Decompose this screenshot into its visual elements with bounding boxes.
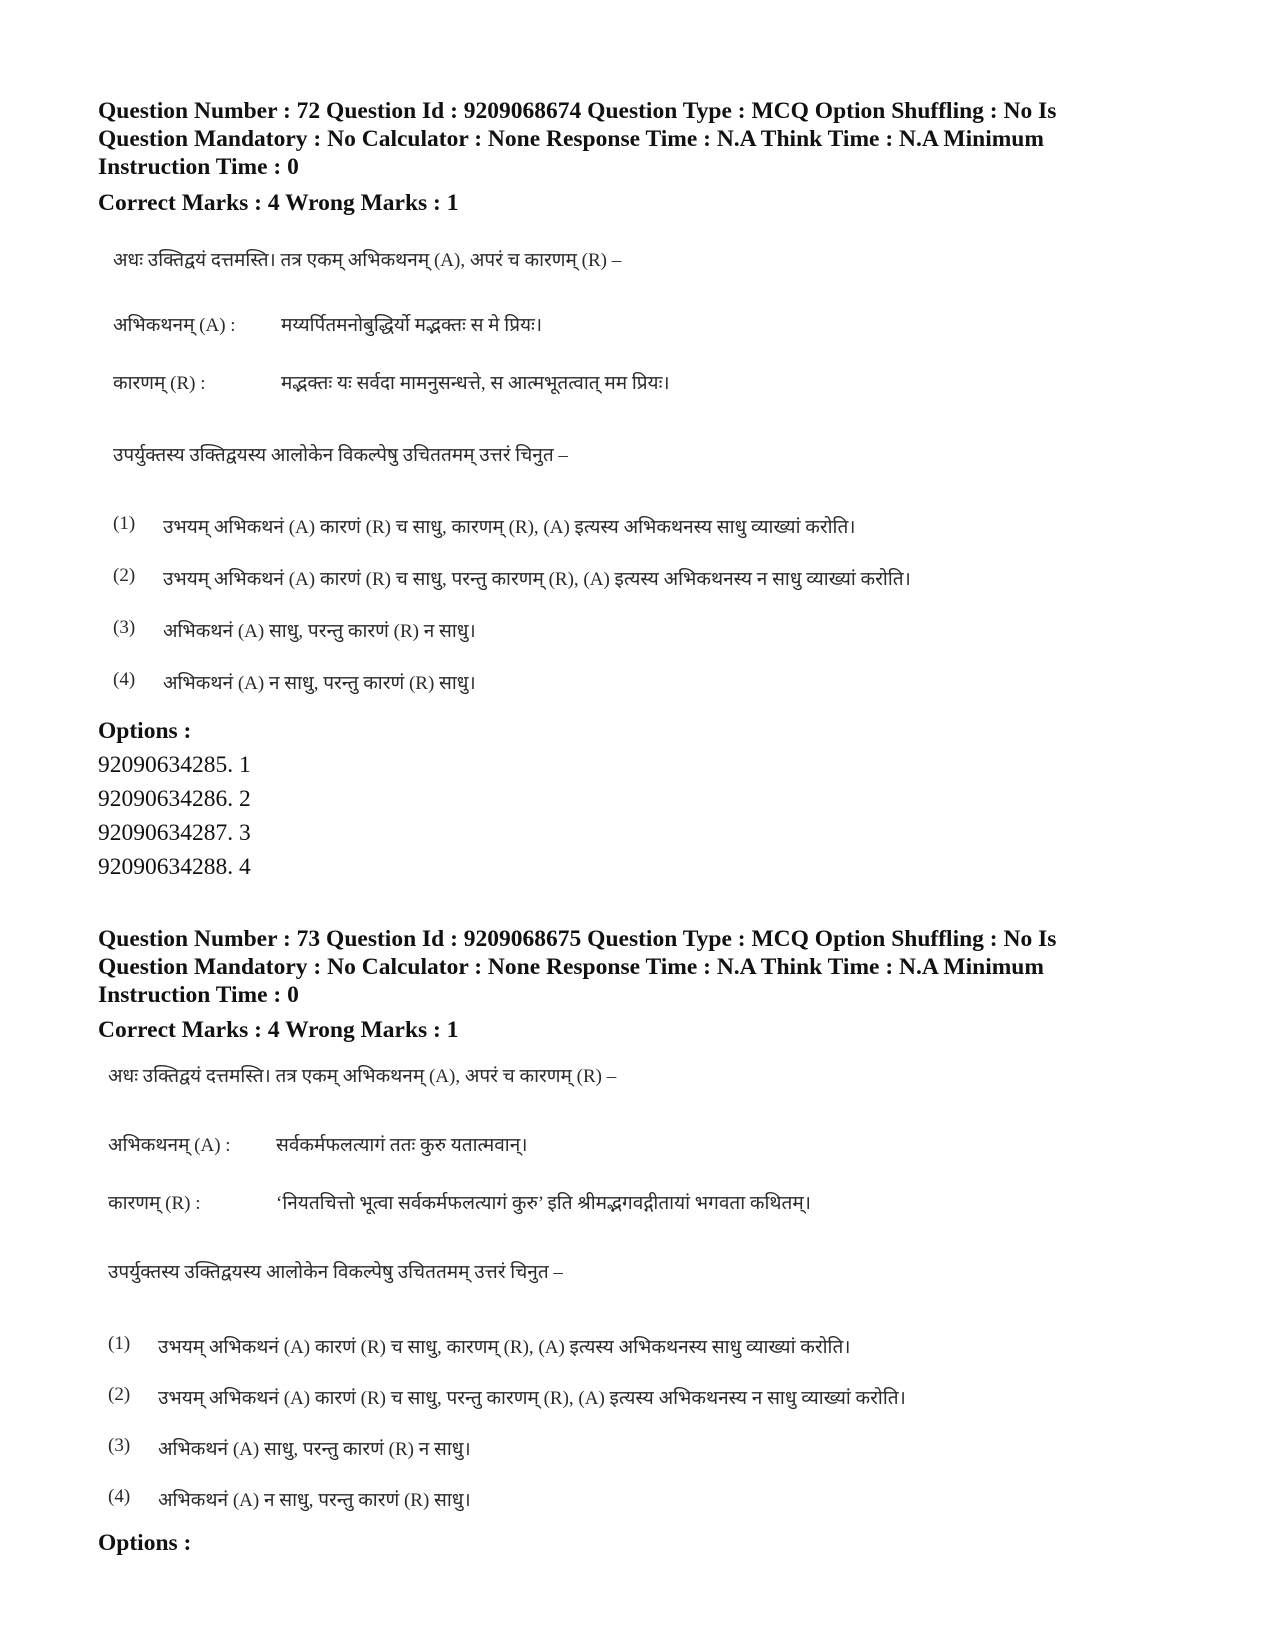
- reason-label: कारणम् (R) :: [113, 373, 206, 394]
- choice-number: (1): [113, 513, 136, 534]
- question-header: [98, 97, 1178, 181]
- choice-text: अभिकथनं (A) साधु, परन्तु कारणं (R) न साधु।: [163, 621, 476, 642]
- question-meta-line: Instruction Time : 0: [98, 154, 299, 180]
- options-heading: Options :: [98, 718, 192, 744]
- question-instruction: उपर्युक्तस्य उक्तिद्वयस्य आलोकेन विकल्पेषु उचिततमम् उत्तरं चिनुत –: [108, 1262, 563, 1283]
- option-item: 92090634285. 1: [98, 752, 251, 778]
- choice-text: अभिकथनं (A) न साधु, परन्तु कारणं (R) साधु।: [158, 1490, 471, 1511]
- choice-text: उभयम् अभिकथनं (A) कारणं (R) च साधु, कारणम् (R), (A) इत्यस्य अभिकथनस्य साधु व्याख्यां करोति।: [158, 1337, 851, 1358]
- question-meta-line: Question Number : 72 Question Id : 9209068674 Question Type : MCQ Option Shuffling : No Is: [98, 98, 1057, 124]
- assertion-text: सर्वकर्मफलत्यागं ततः कुरु यतात्मवान्।: [276, 1135, 528, 1156]
- options-heading: Options :: [98, 1530, 192, 1556]
- reason-text: मद्भक्तः यः सर्वदा मामनुसन्धत्ते, स आत्मभूतत्वात् मम प्रियः।: [281, 373, 670, 394]
- assertion-label: अभिकथनम् (A) :: [108, 1135, 231, 1156]
- choice-text: उभयम् अभिकथनं (A) कारणं (R) च साधु, परन्तु कारणम् (R), (A) इत्यस्य अभिकथनस्य न साधु व्याख्यां करोति।: [158, 1388, 906, 1409]
- question-meta-line: Question Mandatory : No Calculator : None Response Time : N.A Think Time : N.A Minimum: [98, 126, 1044, 152]
- choice-text: उभयम् अभिकथनं (A) कारणं (R) च साधु, कारणम् (R), (A) इत्यस्य अभिकथनस्य साधु व्याख्यां करोति।: [163, 517, 856, 538]
- option-item: 92090634286. 2: [98, 786, 251, 812]
- choice-number: (4): [108, 1486, 131, 1507]
- question-intro: अधः उक्तिद्वयं दत्तमस्ति। तत्र एकम् अभिकथनम् (A), अपरं च कारणम् (R) –: [108, 1066, 617, 1087]
- choice-text: उभयम् अभिकथनं (A) कारणं (R) च साधु, परन्तु कारणम् (R), (A) इत्यस्य अभिकथनस्य न साधु व्याख्यां करोति।: [163, 569, 911, 590]
- assertion-label: अभिकथनम् (A) :: [113, 315, 236, 336]
- reason-text: ‘नियतचित्तो भूत्वा सर्वकर्मफलत्यागं कुरु’ इति श्रीमद्भगवद्गीतायां भगवता कथितम्।: [276, 1193, 811, 1214]
- option-item: 92090634288. 4: [98, 854, 251, 880]
- option-item: 92090634287. 3: [98, 820, 251, 846]
- question-meta-line: Instruction Time : 0: [98, 982, 299, 1008]
- question-header: [98, 925, 1178, 1009]
- choice-text: अभिकथनं (A) साधु, परन्तु कारणं (R) न साधु।: [158, 1439, 471, 1460]
- question-intro: अधः उक्तिद्वयं दत्तमस्ति। तत्र एकम् अभिकथनम् (A), अपरं च कारणम् (R) –: [113, 250, 622, 271]
- choice-number: (2): [108, 1384, 131, 1405]
- question-instruction: उपर्युक्तस्य उक्तिद्वयस्य आलोकेन विकल्पेषु उचिततमम् उत्तरं चिनुत –: [113, 445, 568, 466]
- choice-number: (4): [113, 669, 136, 690]
- question-meta-line: Question Number : 73 Question Id : 9209068675 Question Type : MCQ Option Shuffling : No Is: [98, 926, 1057, 952]
- assertion-text: मय्यर्पितमनोबुद्धिर्यो मद्भक्तः स मे प्रियः।: [281, 315, 543, 336]
- choice-number: (3): [113, 617, 136, 638]
- marks-line: Correct Marks : 4 Wrong Marks : 1: [98, 1017, 459, 1043]
- question-meta-line: Question Mandatory : No Calculator : None Response Time : N.A Think Time : N.A Minimum: [98, 954, 1044, 980]
- choice-number: (3): [108, 1435, 131, 1456]
- choice-text: अभिकथनं (A) न साधु, परन्तु कारणं (R) साधु।: [163, 673, 476, 694]
- reason-label: कारणम् (R) :: [108, 1193, 201, 1214]
- choice-number: (1): [108, 1333, 131, 1354]
- marks-line: Correct Marks : 4 Wrong Marks : 1: [98, 190, 459, 216]
- choice-number: (2): [113, 565, 136, 586]
